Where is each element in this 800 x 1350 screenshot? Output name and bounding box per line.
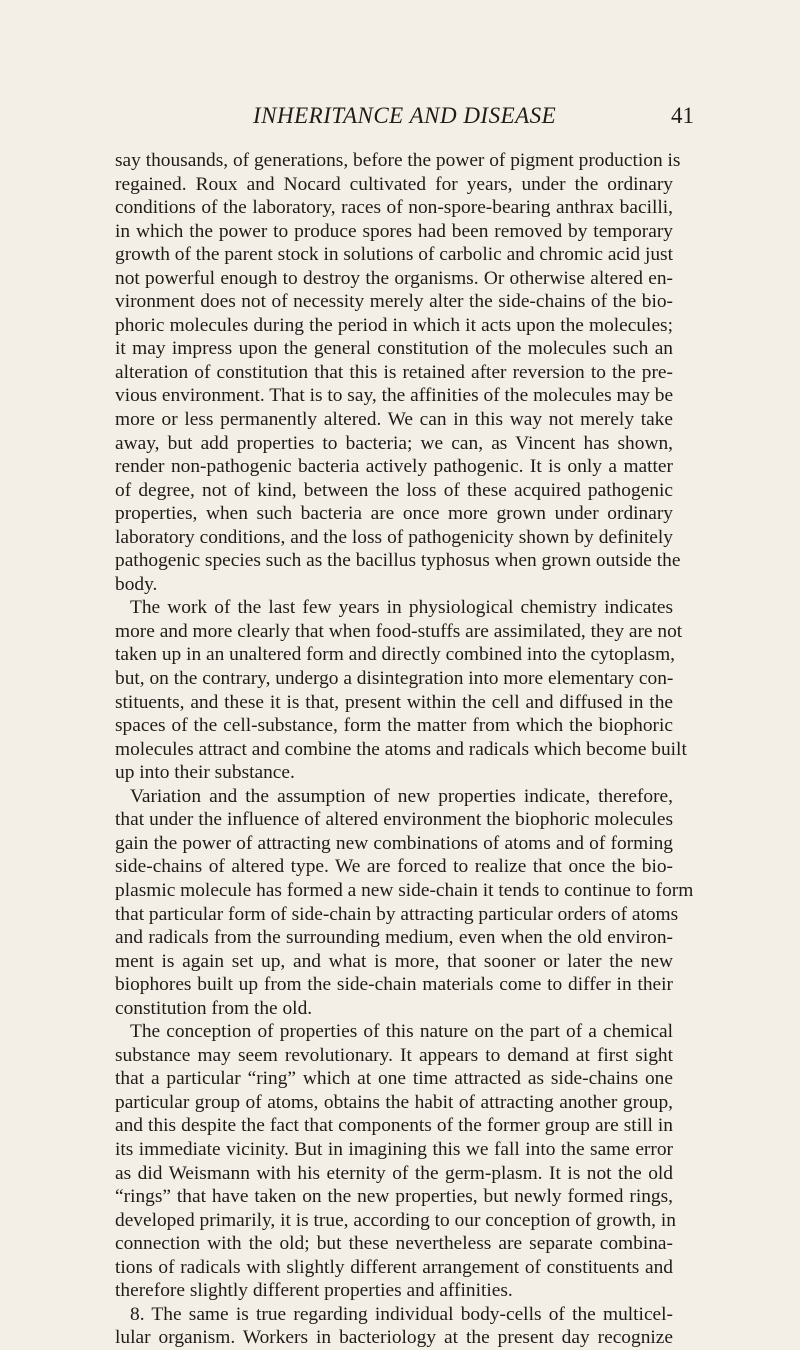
- text-line: more or less permanently altered. We can in this way not merely take: [115, 409, 673, 431]
- text-line: and radicals from the surrounding medium, even when the old environ-: [115, 927, 673, 949]
- text-line: its immediate vicinity. But in imagining this we fall into the same error: [115, 1138, 673, 1160]
- text-line: tions of radicals with slightly different arrangement of constituents and: [115, 1256, 673, 1278]
- text-line: not powerful enough to destroy the organisms. Or otherwise altered en-: [115, 267, 673, 289]
- text-line: that under the influence of altered environment the biophoric molecules: [115, 809, 673, 831]
- text-line: up into their substance.: [115, 762, 295, 784]
- text-line: body.: [115, 573, 158, 595]
- text-line: more and more clearly that when food-stuffs are assimilated, they are not: [115, 620, 683, 642]
- text-line: vious environment. That is to say, the affinities of the molecules may be: [115, 385, 674, 407]
- text-line: properties, when such bacteria are once more grown under ordinary: [115, 503, 673, 525]
- text-line: “rings” that have taken on the new properties, but newly formed rings,: [115, 1186, 673, 1208]
- text-line: gain the power of attracting new combinations of atoms and of forming: [115, 832, 673, 854]
- text-line: ment is again set up, and what is more, that sooner or later the new: [115, 950, 673, 972]
- text-line: lular organism. Workers in bacteriology at the present day recognize: [115, 1327, 673, 1349]
- text-line: regained. Roux and Nocard cultivated for years, under the ordinary: [115, 173, 673, 195]
- text-line: stituents, and these it is that, present within the cell and diffused in the: [115, 691, 673, 713]
- text-line: molecules attract and combine the atoms and radicals which become built: [115, 738, 687, 760]
- text-line: spaces of the cell-substance, form the matter from which the biophoric: [115, 715, 673, 737]
- text-line: taken up in an unaltered form and directly combined into the cytoplasm,: [115, 644, 676, 666]
- text-line: particular group of atoms, obtains the habit of attracting another group,: [115, 1091, 673, 1113]
- text-line: substance may seem revolutionary. It appears to demand at first sight: [115, 1044, 673, 1066]
- paragraph-start-line: Variation and the assumption of new properties indicate, therefore,: [130, 785, 673, 807]
- text-line: but, on the contrary, undergo a disintegration into more elementary con-: [115, 668, 674, 690]
- text-line: connection with the old; but these nevertheless are separate combina-: [115, 1233, 673, 1255]
- text-line: developed primarily, it is true, according to our conception of growth, in: [115, 1209, 676, 1231]
- text-line: constitution from the old.: [115, 997, 313, 1019]
- text-line: conditions of the laboratory, races of non-spore-bearing anthrax bacilli,: [115, 197, 673, 219]
- text-line: therefore slightly different properties and affinities.: [115, 1280, 513, 1302]
- text-line: alteration of constitution that this is retained after reversion to the pre-: [115, 361, 673, 383]
- text-line: biophores built up from the side-chain materials come to differ in their: [115, 974, 673, 996]
- running-head: [0, 103, 800, 137]
- text-line: it may impress upon the general constitution of the molecules such an: [115, 338, 673, 360]
- text-line: phoric molecules during the period in which it acts upon the molecules;: [115, 314, 673, 336]
- text-line: of degree, not of kind, between the loss of these acquired pathogenic: [115, 479, 673, 501]
- text-line: as did Weismann with his eternity of the germ-plasm. It is not the old: [115, 1162, 673, 1184]
- text-line: that a particular “ring” which at one time attracted as side-chains one: [115, 1068, 673, 1090]
- text-line: laboratory conditions, and the loss of pathogenicity shown by definitely: [115, 526, 673, 548]
- paragraph-start-line: The work of the last few years in physiological chemistry indicates: [130, 597, 673, 619]
- text-line: and this despite the fact that components of the former group are still in: [115, 1115, 673, 1137]
- text-line: pathogenic species such as the bacillus typhosus when grown outside the: [115, 550, 681, 572]
- running-title: INHERITANCE AND DISEASE: [253, 103, 557, 128]
- text-line: that particular form of side-chain by attracting particular orders of atoms: [115, 903, 679, 925]
- paragraph-start-line: The conception of properties of this nature on the part of a chemical: [130, 1021, 673, 1043]
- text-line: render non-pathogenic bacteria actively pathogenic. It is only a matter: [115, 456, 673, 478]
- text-line: in which the power to produce spores had been removed by temporary: [115, 220, 673, 242]
- paragraph-start-line: 8. The same is true regarding individual body-cells of the multicel-: [130, 1303, 673, 1325]
- body-text: [115, 149, 694, 1350]
- text-line: plasmic molecule has formed a new side-chain it tends to continue to form: [115, 879, 694, 901]
- text-line: away, but add properties to bacteria; we can, as Vincent has shown,: [115, 432, 673, 454]
- text-line: vironment does not of necessity merely alter the side-chains of the bio-: [115, 291, 673, 313]
- text-line: side-chains of altered type. We are forced to realize that once the bio-: [115, 856, 673, 878]
- page-number: 41: [671, 103, 694, 128]
- text-line: say thousands, of generations, before the power of pigment production is: [115, 150, 681, 171]
- text-line: growth of the parent stock in solutions of carbolic and chromic acid just: [115, 244, 673, 266]
